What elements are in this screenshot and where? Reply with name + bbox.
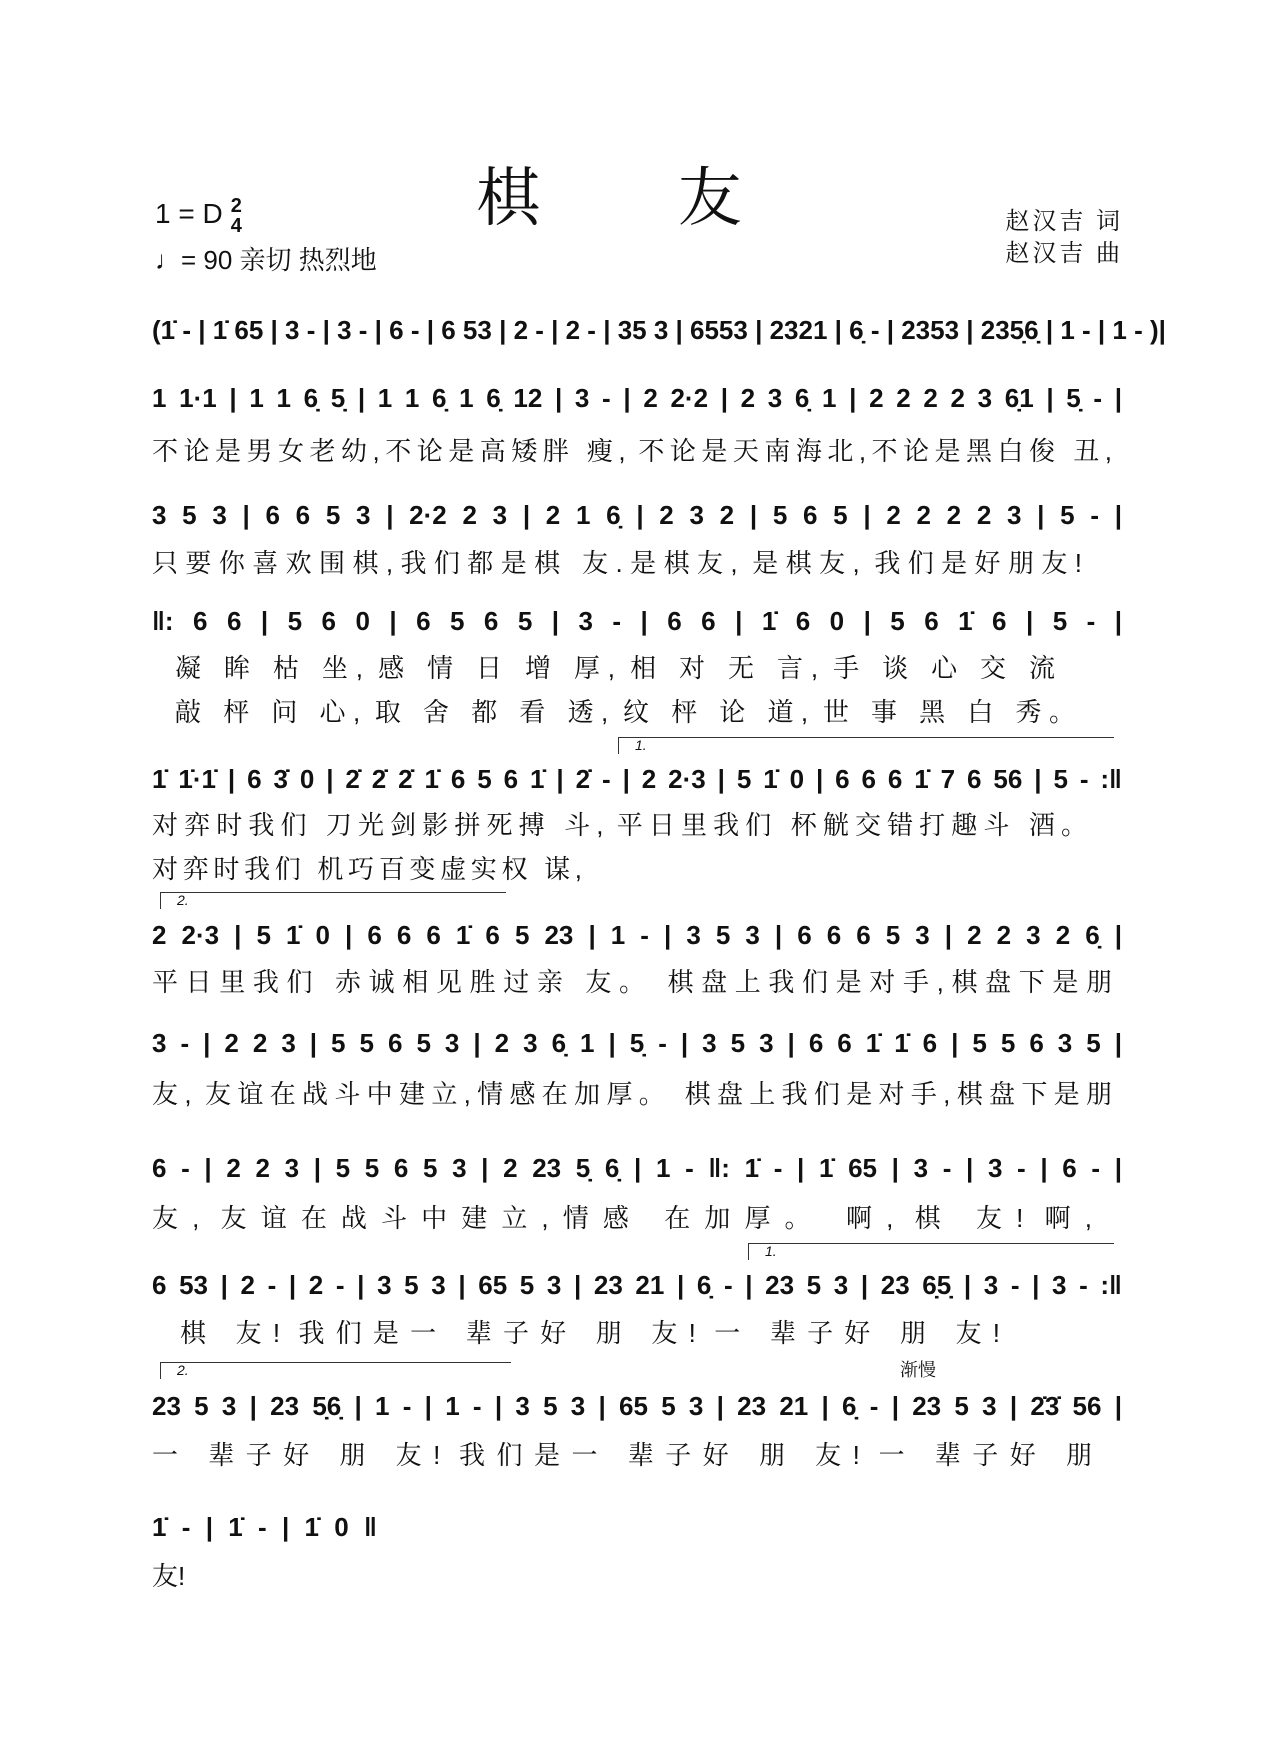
lyric-line: 对弈时我们 刀光剑影拼死搏 斗, 平日里我们 杯觥交错打趣斗 酒。 [152, 810, 1087, 840]
tempo-marking: ♩= 90 亲切 热烈地 [155, 245, 377, 275]
tempo-change-marking: 渐慢 [900, 1360, 936, 1380]
lyric-line: 对弈时我们 机巧百变虚实权 谋, [152, 854, 582, 884]
lyricist: 赵汉吉 词 [1005, 208, 1123, 235]
volta-label: 2. [177, 1362, 189, 1378]
time-bottom: 4 [230, 214, 242, 237]
volta-bracket [748, 1243, 1114, 1260]
volta-bracket [618, 737, 1114, 754]
time-signature [231, 196, 242, 236]
notation-row: 3 - | 2 2 3 | 5 5 6 5 3 | 2 3 6̣ 1 | 5̣ - | 3 5 3 | 6 6 1̇ 1̇ 6 | 5 5 6 3 5 | [152, 1028, 1122, 1058]
lyric-line: 敲 枰 问 心, 取 舍 都 看 透, 纹 枰 论 道, 世 事 黑 白 秀。 [175, 697, 1075, 727]
notation-row: 6 53 | 2 - | 2 - | 3 5 3 | 65 5 3 | 23 21 | 6̣ - | 23 5 3 | 23 6̣5̣ | 3 - | 3 - :‖ [152, 1270, 1122, 1300]
notation-row: (1̇ - | 1̇ 65 | 3 - | 3 - | 6 - | 6 53 | 2 - | 2 - | 35 3 | 6553 | 2321 | 6̣ - | 2353 | 235̣6̣ | 1 - | 1 - )| [152, 315, 1166, 345]
lyric-line: 不论是男女老幼,不论是高矮胖 瘦, 不论是天南海北,不论是黑白俊 丑, [152, 436, 1112, 466]
notation-row: 2 2·3 | 5 1̇ 0 | 6 6 6 1̇ 6 5 23 | 1 - | 3 5 3 | 6 6 6 5 3 | 2 2 3 2 6̣ | [152, 920, 1122, 950]
notation-row: 1 1·1 | 1 1 6̣ 5̣ | 1 1 6̣ 1 6̣ 12 | 3 - | 2 2·2 | 2 3 6̣ 1 | 2 2 2 2 3 6̣1 | 5̣ - | [152, 383, 1122, 413]
volta-bracket [160, 1362, 511, 1379]
volta-label: 1. [765, 1243, 777, 1259]
lyric-line: 平日里我们 赤诚相见胜过亲 友。 棋盘上我们是对手,棋盘下是朋 [152, 967, 1112, 997]
lyric-line: 只要你喜欢围棋,我们都是棋 友.是棋友, 是棋友, 我们是好朋友! [152, 548, 1082, 578]
notation-row: ‖: 6 6 | 5 6 0 | 6 5 6 5 | 3 - | 6 6 | 1̇ 6 0 | 5 6 1̇ 6 | 5 - | [152, 606, 1122, 636]
lyric-line: 友! [152, 1561, 186, 1591]
lyric-line: 友, 友谊在战斗中建立,情感在加厚。 棋盘上我们是对手,棋盘下是朋 [152, 1079, 1112, 1109]
composer: 赵汉吉 曲 [1005, 240, 1123, 267]
lyric-line: 棋 友! 我们是一 辈子好 朋 友! 一 辈子好 朋 友! [180, 1318, 1000, 1348]
key: 1 = D [155, 198, 223, 229]
lyric-line: 友, 友谊在战斗中建立,情感 在加厚。 啊, 棋 友! 啊, [152, 1203, 1092, 1233]
notation-row: 3 5 3 | 6 6 5 3 | 2·2 2 3 | 2 1 6̣ | 2 3 2 | 5 6 5 | 2 2 2 2 3 | 5 - | [152, 500, 1122, 530]
key-signature [155, 192, 242, 236]
volta-bracket [160, 892, 506, 909]
notation-row: 6 - | 2 2 3 | 5 5 6 5 3 | 2 23 5̣ 6̣ | 1 - ‖: 1̇ - | 1̇ 65 | 3 - | 3 - | 6 - | [152, 1153, 1122, 1183]
notation-row: 1̇ 1̇·1̇ | 6 3̇ 0 | 2̇ 2̇ 2̇ 1̇ 6 5 6 1̇ | 2̇ - | 2 2·3 | 5 1̇ 0 | 6 6 6 1̇ 7 6 56 | 5 - :‖ [152, 764, 1122, 794]
notation-row: 1̇ - | 1̇ - | 1̇ 0 ‖ [152, 1512, 377, 1542]
volta-label: 1. [635, 737, 647, 753]
lyric-line: 一 辈子好 朋 友! 我们是一 辈子好 朋 友! 一 辈子好 朋 [152, 1440, 1092, 1470]
song-title: 棋 友 [476, 162, 802, 234]
lyric-line: 凝 眸 枯 坐, 感 情 日 增 厚, 相 对 无 言, 手 谈 心 交 流 [175, 653, 1055, 683]
notation-row: 23 5 3 | 23 5̣6̣ | 1 - | 1 - | 3 5 3 | 65 5 3 | 23 21 | 6̣ - | 23 5 3 | 2̇3̇ 56 | [152, 1391, 1122, 1421]
time-top: 2 [230, 194, 242, 217]
volta-label: 2. [177, 892, 189, 908]
